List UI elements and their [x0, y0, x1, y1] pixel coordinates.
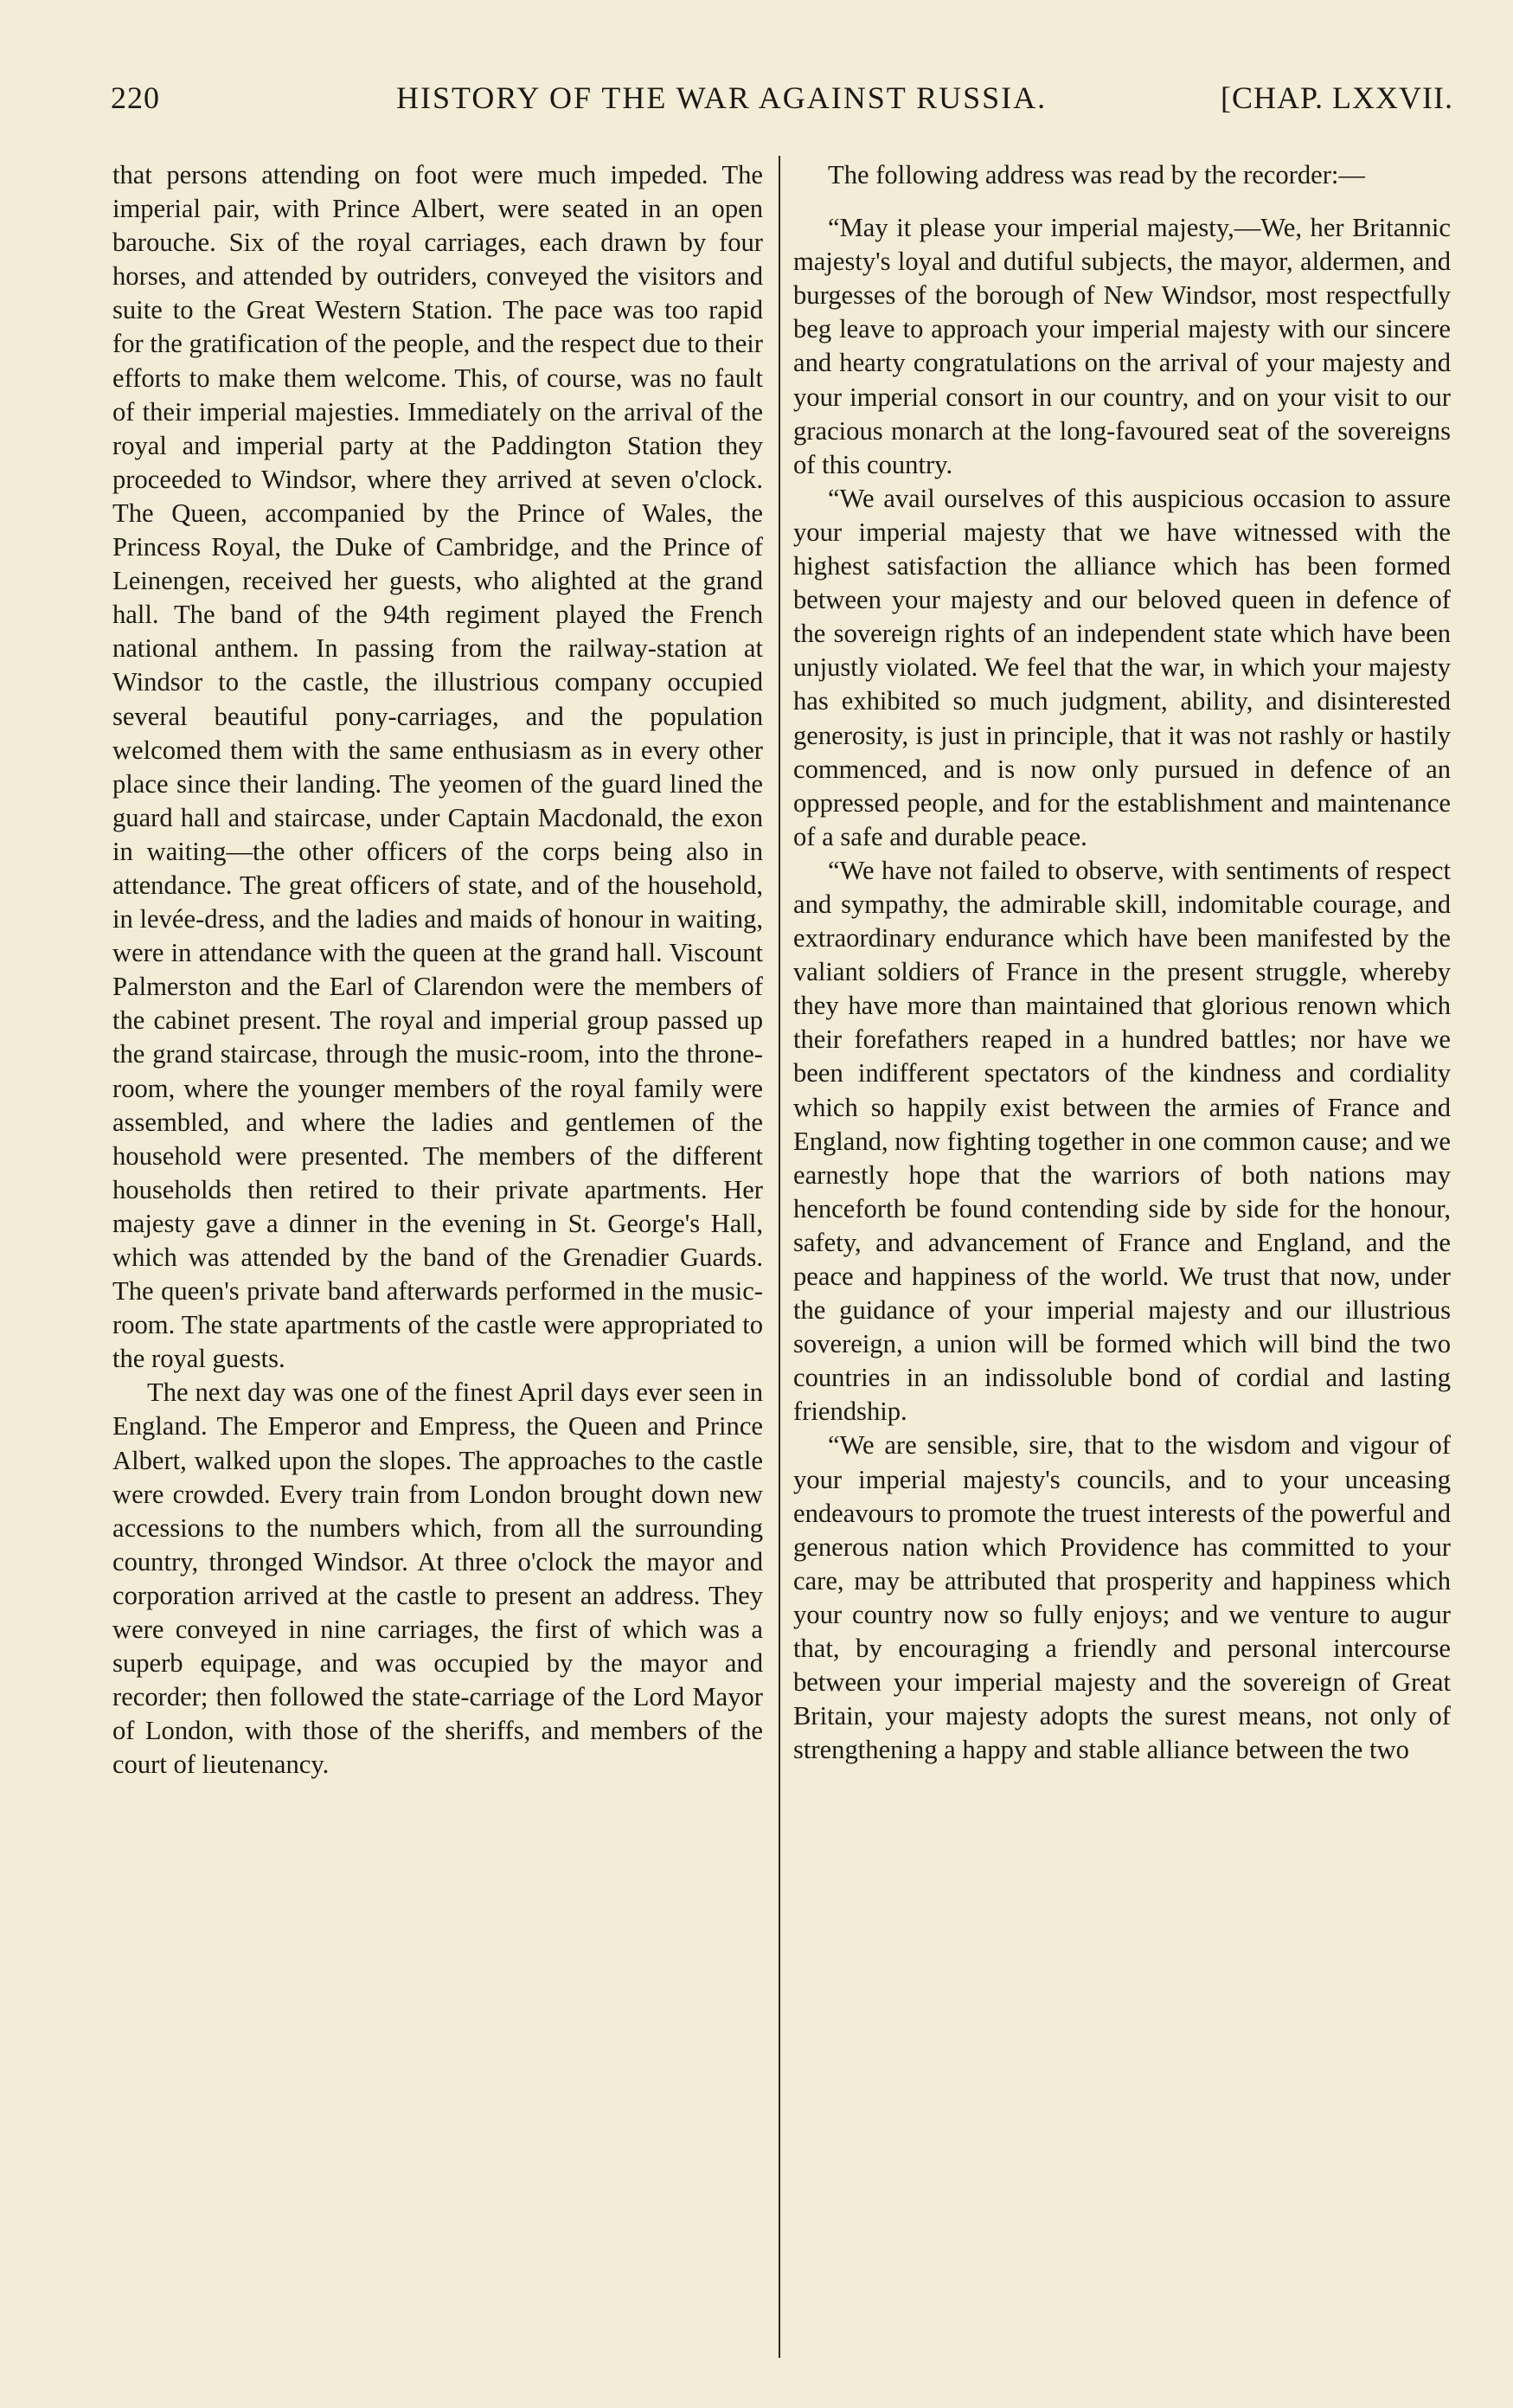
chapter-label: [CHAP. LXXVII. [1221, 80, 1453, 115]
paragraph: “May it please your imperial majesty,—We, her Britannic majesty's loyal and dutiful subjects, the mayor, aldermen, and burgesses of the borough of New Windsor, most respectfully beg leave to approach your imperial majesty with our sincere and hearty congratulations on the arrival of your majesty and your imperial consort in our country, and on your visit to our gracious monarch at the long-favoured seat of the sovereigns of this country. [793, 213, 1451, 479]
paragraph: “We are sensible, sire, that to the wisdom and vigour of your imperial majesty's councils, and to your unceasing endeavours to promote the truest interests of the powerful and generous nation which Providence has committed to your care, may be attributed that prosperity and happiness which your country now so fully enjoys; and we venture to augur that, by encouraging a friendly and personal intercourse between your imperial majesty and the sovereign of Great Britain, your majesty adopts the surest means, not only of strengthening a happy and stable alliance between the two [793, 1430, 1451, 1765]
page-number: 220 [111, 80, 160, 115]
paragraph: The following address was read by the recorder:— [828, 160, 1366, 189]
paragraph: “We avail ourselves of this auspicious occasion to assure your imperial majesty that we have witnessed with the highest satisfaction the alliance which has been formed between your majesty and our beloved queen in defence of the sovereign rights of an independent state which have been unjustly violated. We feel that the war, in which your majesty has exhibited so much judgment, ability, and disinterested generosity, is just in principle, that it was not rashly or hastily commenced, and is now only pursued in defence of an oppressed people, and for the establishment and maintenance of a safe and durable peace. [793, 483, 1451, 851]
column-divider [779, 156, 780, 2358]
right-column [793, 158, 1451, 1767]
paragraph: The next day was one of the finest April days ever seen in England. The Emperor and Empress, the Queen and Prince Albert, walked upon the slopes. The approaches to the castle were crowded. Every train from London brought down new accessions to the numbers which, from all the surrounding country, thronged Windsor. At three o'clock the mayor and corporation arrived at the castle to present an address. They were conveyed in nine carriages, the first of which was a superb equipage, and was occupied by the mayor and recorder; then followed the state-carriage of the Lord Mayor of London, with those of the sheriffs, and members of the court of lieutenancy. [112, 1377, 763, 1780]
paragraph: “We have not failed to observe, with sentiments of respect and sympathy, the admirable skill, indomitable courage, and extraordinary endurance which have been manifested by the valiant soldiers of France in the present struggle, whereby they have more than maintained that glorious renown which their forefathers reaped in a hundred battles; nor have we been indifferent spectators of the kindness and cordiality which so happily exist between the armies of France and England, now fighting together in one common cause; and we earnestly hope that the warriors of both nations may henceforth be found contending side by side for the honour, safety, and advancement of France and England, and the peace and happiness of the world. We trust that now, under the guidance of your imperial majesty and our illustrious sovereign, a union will be formed which will bind the two countries in an indissoluble bond of cordial and lasting friendship. [793, 855, 1451, 1427]
paragraph: that persons attending on foot were much impeded. The imperial pair, with Prince Albert, were seated in an open barouche. Six of the royal carriages, each drawn by four horses, and attended by outriders, conveyed the visitors and suite to the Great Western Station. The pace was too rapid for the gratification of the people, and the respect due to their efforts to make them welcome. This, of course, was no fault of their imperial majesties. Immediately on the arrival of the royal and imperial party at the Paddington Station they proceeded to Windsor, where they arrived at seven o'clock. The Queen, accompanied by the Prince of Wales, the Princess Royal, the Duke of Cambridge, and the Prince of Leinengen, received her guests, who alighted at the grand hall. The band of the 94th regiment played the French national anthem. In passing from the railway-station at Windsor to the castle, the illustrious company occupied several beautiful pony-carriages, and the population welcomed them with the same enthusiasm as in every other place since their landing. The yeomen of the guard lined the guard hall and staircase, under Captain Macdonald, the exon in waiting—the other officers of the corps being also in attendance. The great officers of state, and of the household, in levée-dress, and the ladies and maids of honour in waiting, were in attendance with the queen at the grand hall. Viscount Palmerston and the Earl of Clarendon were the members of the cabinet present. The royal and imperial group passed up the grand staircase, through the music-room, into the throne-room, where the younger members of the royal family were assembled, and where the ladies and gentlemen of the household were presented. The members of the different households then retired to their private apartments. Her majesty gave a dinner in the evening in St. George's Hall, which was attended by the band of the Grenadier Guards. The queen's private band afterwards performed in the music-room. The state apartments of the castle were appropriated to the royal guests. [112, 160, 763, 1374]
running-head [111, 80, 1453, 132]
running-title: HISTORY OF THE WAR AGAINST RUSSIA. [396, 80, 1048, 115]
left-column [112, 158, 763, 1782]
